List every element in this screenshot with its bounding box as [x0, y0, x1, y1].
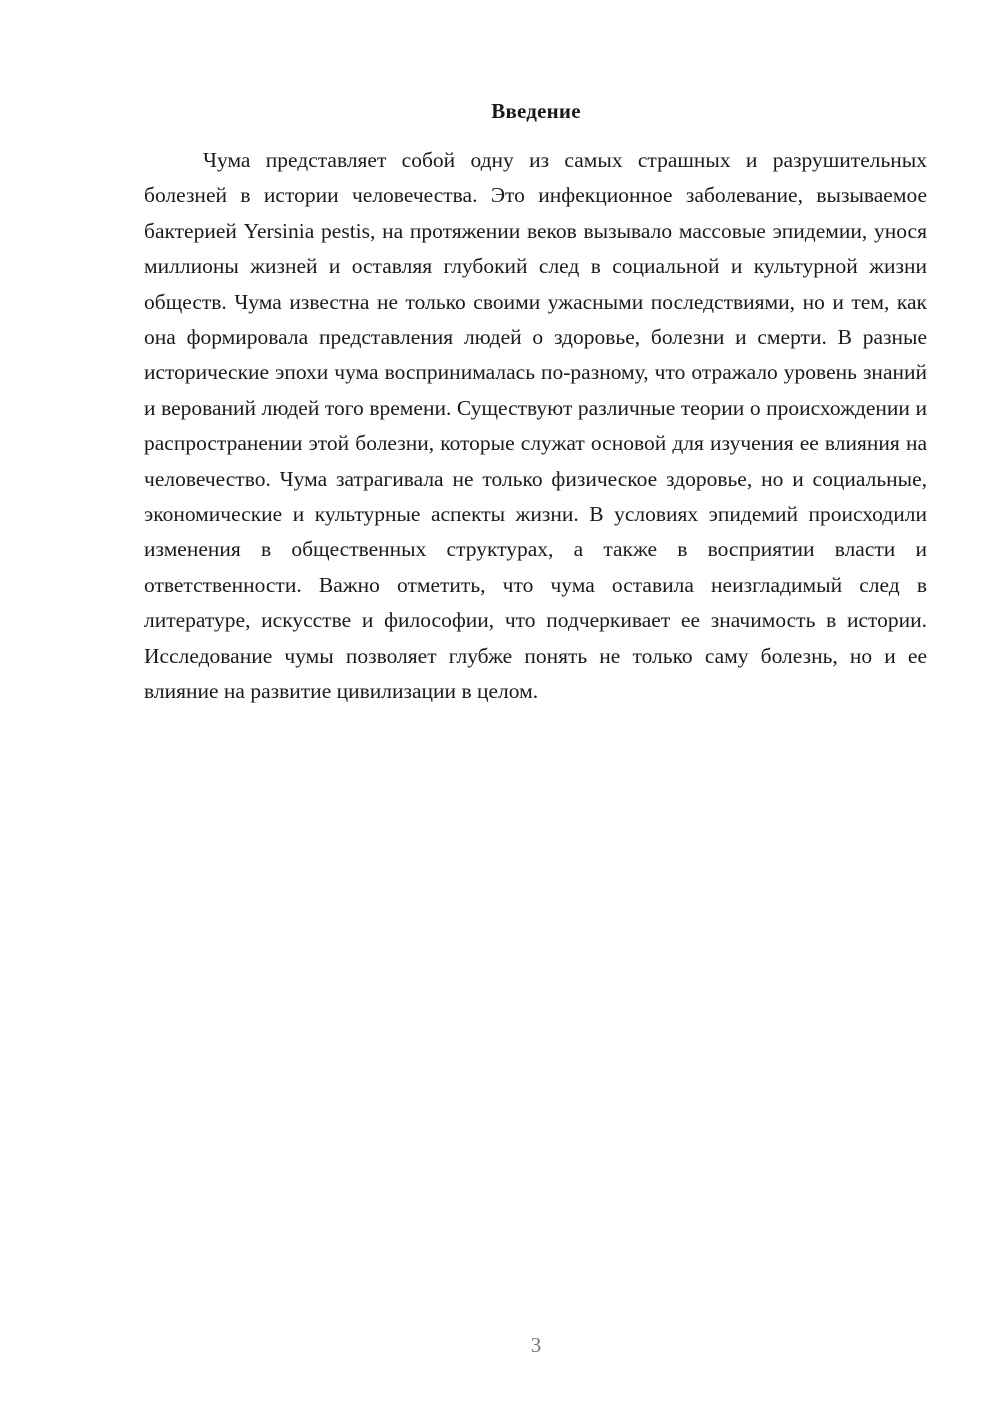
- page-number: 3: [530, 1333, 542, 1357]
- section-heading: Введение: [491, 99, 581, 123]
- body-paragraph: Чума представляет собой одну из самых страшных и разрушительных болезней в истории человечества. Это инфекционное заболевание, вызываемое бактерией Yersinia pestis, на протяжении веков вызывало массовые эпидемии, унося миллионы жизней и оставляя глубокий след в социальной и культурной жизни обществ. Чума известна не только своими ужасными последствиями, но и тем, как она формировала представления людей о здоровье, болезни и смерти. В разные исторические эпохи чума воспринималась по-разному, что отражало уровень знаний и верований людей того времени. Существуют различные теории о происхождении и распространении этой болезни, которые служат основой для изучения ее влияния на человечество. Чума затрагивала не только физическое здоровье, но и социальные, экономические и культурные аспекты жизни. В условиях эпидемий происходили изменения в общественных структурах, а также в восприятии власти и ответственности. Важно отметить, что чума оставила неизгладимый след в литературе, искусстве и философии, что подчеркивает ее значимость в истории. Исследование чумы позволяет глубже понять не только саму болезнь, но и ее влияние на развитие цивилизации в целом.: [144, 148, 927, 704]
